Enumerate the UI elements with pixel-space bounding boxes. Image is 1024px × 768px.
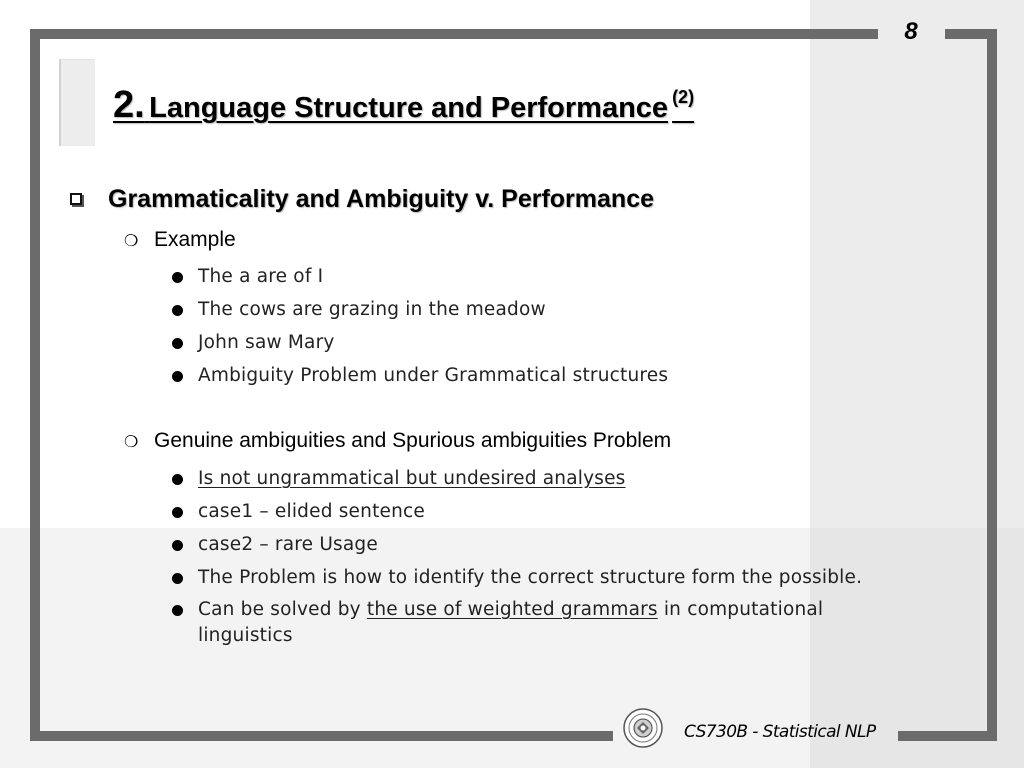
section-heading-text: Grammaticality and Ambiguity v. Performance [108, 185, 654, 213]
title-text: Language Structure and Performance [149, 92, 669, 124]
footer-course-label: CS730B - Statistical NLP [684, 722, 876, 742]
frame-bottom-bar [30, 731, 613, 741]
list-item [170, 297, 930, 323]
list-item [170, 565, 930, 591]
subheading-text: Genuine ambiguities and Spurious ambiguities Problem [154, 429, 672, 452]
list-item-text: The cows are grazing in the meadow [198, 299, 546, 320]
dot-bullet-icon [172, 605, 183, 616]
title-number: 2. [113, 84, 145, 126]
list-item [170, 532, 930, 558]
title-superscript: (2) [672, 87, 695, 107]
underlined-phrase: the use of weighted grammars [366, 599, 658, 620]
dot-bullet-icon [172, 540, 183, 551]
list-item-text: Is not ungrammatical but undesired analyses [198, 468, 626, 489]
title-accent-block [59, 59, 95, 146]
text-after: in computational [657, 599, 824, 620]
dot-bullet-icon [172, 573, 183, 584]
list-item [170, 466, 930, 492]
subheading-example [124, 228, 236, 252]
section-heading [70, 185, 654, 214]
list-item [170, 499, 930, 525]
ring-bullet-icon: ❍ [124, 233, 139, 250]
subheading-ambiguities [124, 429, 671, 453]
dot-bullet-icon [172, 371, 183, 382]
dot-bullet-icon [172, 305, 183, 316]
list-item-text: case1 – elided sentence [198, 501, 425, 522]
page-number: 8 [904, 18, 918, 45]
list-item-text: Ambiguity Problem under Grammatical structures [198, 365, 669, 386]
list-item [170, 597, 930, 649]
ring-bullet-icon: ❍ [124, 434, 139, 451]
list-item-text: John saw Mary [198, 332, 335, 353]
list-item [170, 264, 930, 290]
list-item [170, 363, 930, 389]
subheading-text: Example [154, 228, 236, 251]
university-seal-logo [623, 708, 663, 748]
frame-left-bar [30, 29, 40, 741]
square-bullet-icon [70, 193, 82, 205]
list-item-text: The a are of I [198, 266, 324, 287]
list-item-text [198, 597, 930, 649]
list-item [170, 330, 930, 356]
frame-bottom-right-bar [898, 731, 997, 741]
list-item-text: case2 – rare Usage [198, 534, 378, 555]
dot-bullet-icon [172, 507, 183, 518]
dot-bullet-icon [172, 338, 183, 349]
list-item-text: The Problem is how to identify the correct structure form the possible. [198, 567, 863, 588]
slide-title [113, 84, 694, 127]
dot-bullet-icon [172, 474, 183, 485]
frame-right-bar [987, 29, 997, 741]
dot-bullet-icon [172, 272, 183, 283]
text-wrap: linguistics [198, 625, 293, 646]
frame-top-bar [30, 29, 878, 39]
text-before: Can be solved by [198, 599, 367, 620]
